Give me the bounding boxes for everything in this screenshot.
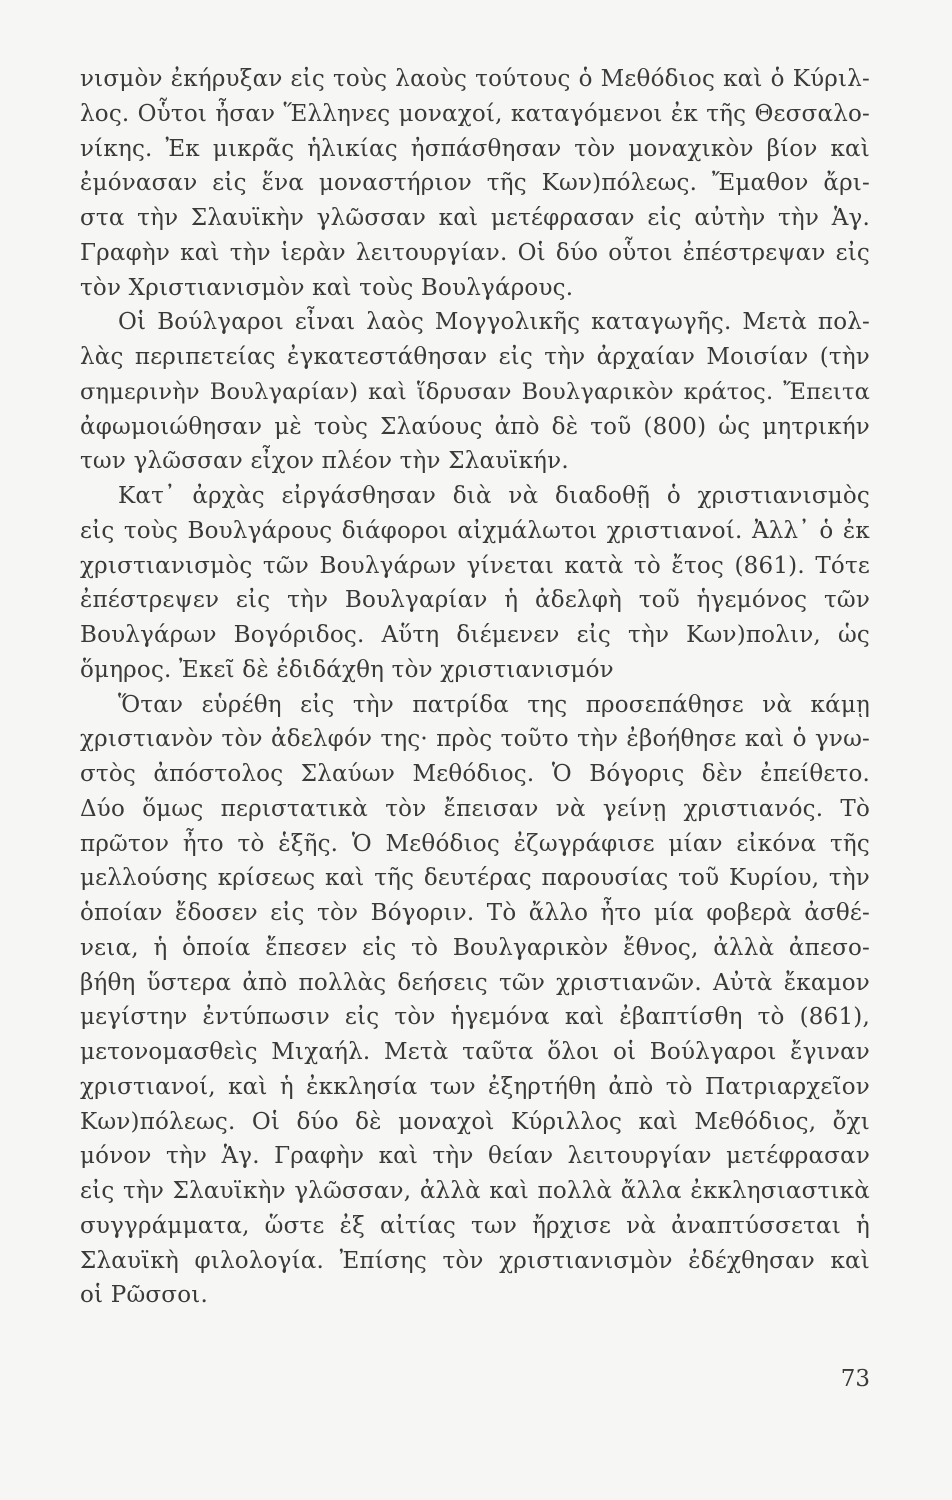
text-line: Οἱ Βούλγαροι εἶναι λαὸς Μογγολικῆς καταγωγῆς. Μετὰ πολ- <box>118 309 870 336</box>
text-line: ὅμηρος. Ἐκεῖ δὲ ἐδιδάχθη τὸν χριστιανισμόν <box>80 656 614 683</box>
text-line: μελλούσης κρίσεως καὶ τῆς δευτέρας παρουσίας τοῦ Κυρίου, τὴν <box>80 865 870 892</box>
text-line: μετονομασθεὶς Μιχαήλ. Μετὰ ταῦτα ὅλοι οἱ Βούλγαροι ἔγιναν <box>80 1039 870 1065</box>
page-number: 73 <box>840 1366 870 1392</box>
text-line: ἀφωμοιώθησαν μὲ τοὺς Σλαύους ἀπὸ δὲ τοῦ (800) ὡς μητρικήν <box>80 413 870 440</box>
text-line: στα τὴν Σλαυϊκὴν γλῶσσαν καὶ μετέφρασαν εἰς αὐτὴν τὴν Ἁγ. <box>80 205 870 231</box>
text-line: των γλῶσσαν εἶχον πλέον τὴν Σλαυϊκήν. <box>80 448 569 475</box>
text-line: βήθη ὕστερα ἀπὸ πολλὰς δεήσεις τῶν χριστιανῶν. Αὐτὰ ἔκαμον <box>80 969 870 996</box>
text-line: πρῶτον ἦτο τὸ ἑξῆς. Ὁ Μεθόδιος ἐζωγράφισε μίαν εἰκόνα τῆς <box>80 830 870 857</box>
text-line: νισμὸν ἐκήρυξαν εἰς τοὺς λαοὺς τούτους ὁ Μεθόδιος καὶ ὁ Κύριλ- <box>80 66 870 92</box>
text-line: οἱ Ρῶσσοι. <box>80 1282 208 1309</box>
text-line: Βουλγάρων Βογόριδος. Αὕτη διέμενεν εἰς τὴν Κων)πολιν, ὡς <box>80 622 870 648</box>
text-line: χριστιανοί, καὶ ἡ ἐκκλησία των ἐξηρτήθη ἀπὸ τὸ Πατριαρχεῖον <box>80 1073 870 1100</box>
text-line: Κατ᾽ ἀρχὰς εἰργάσθησαν διὰ νὰ διαδοθῇ ὁ χριστιανισμὸς <box>118 483 870 509</box>
text-line: συγγράμματα, ὥστε ἐξ αἰτίας των ἤρχισε νὰ ἀναπτύσσεται ἡ <box>80 1212 870 1239</box>
text-line: Σλαυϊκὴ φιλολογία. Ἐπίσης τὸν χριστιανισμὸν ἐδέχθησαν καὶ <box>80 1247 870 1274</box>
text-line: λος. Οὗτοι ἦσαν Ἕλληνες μοναχοί, καταγόμενοι ἐκ τῆς Θεσσαλο- <box>80 100 870 127</box>
text-line: χριστιανὸν τὸν ἀδελφόν της· πρὸς τοῦτο τὴν ἐβοήθησε καὶ ὁ γνω- <box>80 726 870 753</box>
text-line: σημερινὴν Βουλγαρίαν) καὶ ἵδρυσαν Βουλγαρικὸν κράτος. Ἔπειτα <box>80 378 870 405</box>
text-line: Κων)πόλεως. Οἱ δύο δὲ μοναχοὶ Κύριλλος καὶ Μεθόδιος, ὄχι <box>80 1108 870 1135</box>
text-line: Δύο ὅμως περιστατικὰ τὸν ἔπεισαν νὰ γείνῃ χριστιανός. Τὸ <box>80 795 870 822</box>
body-text <box>80 62 870 1313</box>
text-line: Γραφὴν καὶ τὴν ἱερὰν λειτουργίαν. Οἱ δύο οὗτοι ἐπέστρεψαν εἰς <box>80 239 870 266</box>
text-line: μεγίστην ἐντύπωσιν εἰς τὸν ἡγεμόνα καὶ ἐβαπτίσθη τὸ (861), <box>80 1004 870 1031</box>
text-line: ἐμόνασαν εἰς ἕνα μοναστήριον τῆς Κων)πόλεως. Ἔμαθον ἄρι- <box>80 170 870 197</box>
text-line: νίκης. Ἐκ μικρᾶς ἡλικίας ἠσπάσθησαν τὸν μοναχικὸν βίον καὶ <box>80 135 870 162</box>
text-line: ἐπέστρεψεν εἰς τὴν Βουλγαρίαν ἡ ἀδελφὴ τοῦ ἡγεμόνος τῶν <box>80 587 870 614</box>
text-line: Ὅταν εὑρέθη εἰς τὴν πατρίδα της προσεπάθησε νὰ κάμῃ <box>118 691 870 718</box>
text-line: ὁποίαν ἔδοσεν εἰς τὸν Βόγοριν. Τὸ ἄλλο ἦτο μία φοβερὰ ἀσθέ- <box>80 900 870 926</box>
text-line: εἰς τοὺς Βουλγάρους διάφοροι αἰχμάλωτοι χριστιανοί. Ἀλλ᾽ ὁ ἐκ <box>80 517 870 544</box>
text-line: λὰς περιπετείας ἐγκατεστάθησαν εἰς τὴν ἀρχαίαν Μοισίαν (τὴν <box>80 344 870 370</box>
text-line: νεια, ἡ ὁποία ἔπεσεν εἰς τὸ Βουλγαρικὸν ἔθνος, ἀλλὰ ἀπεσο- <box>80 934 870 961</box>
text-line: τὸν Χριστιανισμὸν καὶ τοὺς Βουλγάρους. <box>80 274 574 301</box>
text-line: μόνον τὴν Ἁγ. Γραφὴν καὶ τὴν θείαν λειτουργίαν μετέφρασαν <box>80 1143 870 1170</box>
text-line: στὸς ἀπόστολος Σλαύων Μεθόδιος. Ὁ Βόγορις δὲν ἐπείθετο. <box>80 761 870 787</box>
text-line: χριστιανισμὸς τῶν Βουλγάρων γίνεται κατὰ τὸ ἔτος (861). Τότε <box>80 552 870 579</box>
text-line: εἰς τὴν Σλαυϊκὴν γλῶσσαν, ἀλλὰ καὶ πολλὰ ἄλλα ἐκκλησιαστικὰ <box>80 1178 870 1204</box>
